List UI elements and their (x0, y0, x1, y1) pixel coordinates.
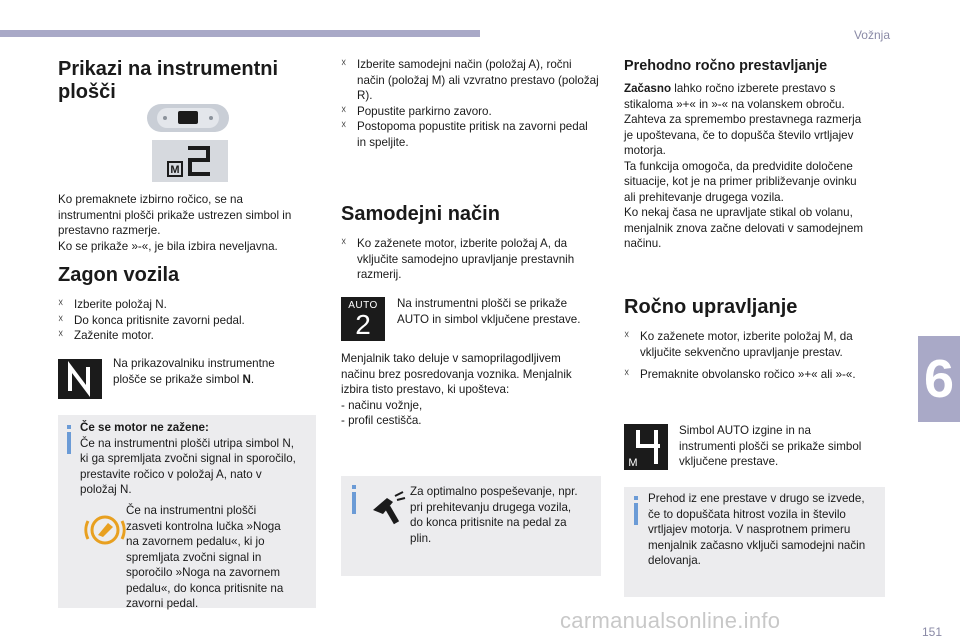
bullet-icon: ☓ (58, 298, 64, 309)
tip-line: Za optimalno pospeševanje, npr. (410, 485, 578, 498)
note-title: Če se motor ne zažene: (80, 421, 209, 434)
intro-line: Ko premaknete izbirno ročico, se na (58, 193, 243, 206)
note2-line: sporočilo »Noga na zavornem (126, 566, 281, 580)
transient-line: Zahteva za spremembo prestavnega razmerja (624, 113, 862, 127)
section-title-transient: Prehodno ročno prestavljanje (624, 58, 828, 74)
transient-line: stikaloma »+« in »-« na volanskem obroču. (624, 97, 845, 111)
note2-line: na zavornem pedalu«, ki jo (126, 535, 265, 549)
header-bar (0, 30, 480, 37)
gear-display-m2-graphic (152, 140, 228, 182)
middle-top-steps (341, 57, 599, 150)
auto-gear: 2 (355, 309, 371, 340)
note-text (648, 491, 882, 569)
transient-line: Ko nekaj časa ne upravljate stikal ob volanu, (624, 206, 853, 220)
note-text (80, 420, 312, 498)
list-item (341, 119, 599, 150)
manual-text-line: Simbol AUTO izgine in na (679, 424, 811, 437)
chapter-title: Vožnja (853, 28, 890, 42)
intro-line: Ko se prikaže »-«, je bila izbira neveljavna. (58, 239, 278, 253)
note-gear-change (624, 487, 885, 597)
note2-line: spremljata zvočni signal in (126, 550, 262, 564)
tip-line: do konca pritisnite na pedal za (410, 516, 567, 530)
bullet-icon: ☓ (58, 313, 64, 325)
transient-line: menjalnik znova začne delovati v samodejnem (624, 221, 864, 235)
transient-line: načinu. (624, 237, 662, 251)
behaviour-line: izbira tisto prestavo, ki upošteva: (341, 383, 510, 397)
section-title-start: Zagon vozila (58, 264, 180, 286)
tip-line: plin. (410, 531, 432, 545)
auto-title-wrap (341, 203, 500, 226)
n-symbol: N (242, 372, 251, 386)
transient-title-wrap (624, 57, 827, 76)
step-text: Izberite samodejni način (položaj A), ročni način (položaj M) ali vzvratno prestavo (položaj R). (357, 58, 599, 103)
gear-display-m4-graphic (624, 424, 668, 470)
n-display-text: Na prikazovalniku instrumentne plošče se prikaže simbol N. (113, 356, 313, 387)
bullet-icon: ☓ (58, 329, 64, 341)
list-item (624, 329, 886, 360)
list-item (341, 104, 599, 120)
step-text: Popustite parkirno zavoro. (357, 104, 492, 118)
tip-text (410, 484, 596, 546)
note2-line: zasveti kontrolna lučka »Noga (126, 519, 281, 533)
bullet-icon: ☓ (341, 120, 347, 132)
list-item (58, 313, 316, 329)
n-text-line: plošče se prikaže simbol (113, 372, 243, 386)
tip-kickdown (341, 476, 601, 576)
intro-text (58, 192, 316, 254)
note-line: delovanja. (648, 554, 701, 568)
step-text: Ko zaženete motor, izberite položaj A, da vključite samodejno upravljanje prestavnih razmerij. (357, 237, 575, 282)
note2-line: Če na instrumentni plošči (126, 504, 257, 517)
transient-line: motorja. (624, 144, 666, 158)
info-icon (67, 432, 71, 454)
transient-lead: Začasno (624, 82, 672, 95)
intro-line: prestavno razmerje. (58, 224, 161, 238)
watermark: carmanualsonline.info (560, 608, 781, 633)
note2-line: pedalu«, do konca pritisnite na (126, 581, 284, 595)
intro-line: instrumentni plošči prikaže ustrezen simbol in (58, 208, 292, 222)
gear-selector-icon (145, 100, 231, 136)
transient-text (624, 81, 886, 252)
transient-line: lahko ročno izberete prestavo s (671, 82, 836, 95)
auto-label: AUTO (348, 300, 378, 311)
start-steps (58, 297, 316, 344)
list-item (341, 57, 599, 104)
transient-line: ali prehitevanje drugega vozila. (624, 190, 784, 204)
note-line: vrtljajev motorja. V nasprotnem primeru (648, 523, 851, 537)
bullet-icon: ☓ (624, 368, 630, 380)
section-title-manual: Ročno upravljanje (624, 296, 798, 318)
bullet-icon: ☓ (341, 58, 347, 69)
svg-text:M: M (170, 164, 180, 176)
section-title-auto: Samodejni način (341, 203, 500, 225)
manual-display-text (679, 423, 889, 470)
behaviour-text (341, 351, 599, 429)
transient-line: Ta funkcija omogoča, da predvidite določene (624, 159, 853, 173)
bullet-icon: ☓ (341, 104, 347, 116)
left-title (58, 58, 298, 104)
step-text: Zaženite motor. (74, 329, 154, 343)
behaviour-item: - načinu vožnje, (341, 398, 423, 412)
note-engine-not-starting (58, 415, 316, 611)
behaviour-item: - profil cestišča. (341, 414, 422, 428)
gear-display-auto (341, 297, 385, 341)
n-text-line: Na prikazovalniku instrumentne (113, 357, 275, 370)
transient-line: je upoštevana, če to dopušča število vrtljajev (624, 128, 854, 142)
tip-line: pri prehitevanju drugega vozila, (410, 500, 572, 514)
behaviour-line: načinu brez posredovanja voznika. Menjalnik (341, 367, 572, 381)
foot-on-pedal-warning-icon (84, 513, 126, 547)
note2-line: zavorni pedal. (126, 597, 199, 611)
start-title-wrap (58, 264, 179, 287)
behaviour-line: Menjalnik tako deluje v samoprilagodljivem (341, 352, 561, 365)
manual-title-wrap (624, 296, 797, 319)
step-text: Do konca pritisnite zavorni pedal. (74, 313, 245, 327)
note-line: menjalnik začasno vključi samodejni način (648, 538, 866, 552)
step-text: Premaknite obvolansko ročico »+« ali »-«. (640, 368, 856, 382)
note-line: prestavite ročico v položaj A, nato v (80, 467, 262, 481)
note-line: položaj N. (80, 483, 132, 497)
note-line: Če na instrumentni plošči utripa simbol N, (80, 436, 294, 450)
bullet-icon: ☓ (624, 330, 630, 341)
manual-text-line: vključene prestave. (679, 455, 779, 469)
gear-display-n (58, 359, 102, 399)
info-icon (352, 492, 356, 514)
page-number: 151 (921, 625, 942, 639)
gear-display-m2 (152, 140, 228, 182)
chapter-tab: 6 (918, 336, 960, 422)
list-item (341, 236, 599, 283)
transient-line: situacije, kot je na primer približevanje ovinku (624, 175, 857, 189)
auto-display-text: Na instrumentni plošči se prikaže AUTO in simbol vključene prestave. (397, 297, 581, 326)
manual-text-line: instrumenti plošči se prikaže simbol (679, 439, 862, 453)
manual-steps (624, 329, 886, 383)
step-text: Postopoma popustite pritisk na zavorni pedal in speljite. (357, 120, 588, 149)
kickdown-pedal-icon (369, 490, 407, 528)
section-title-displays: Prikazi na instrumentni plošči (58, 58, 279, 103)
note2-text (126, 503, 312, 612)
gear-display-n-graphic (58, 359, 102, 399)
list-item (58, 297, 316, 313)
list-item (624, 367, 886, 383)
note-line: ki ga spremljata zvočni signal in sporočilo, (80, 452, 296, 466)
bullet-icon: ☓ (341, 237, 347, 248)
auto-step (341, 236, 599, 283)
note-line: Prehod iz ene prestave v drugo se izvede, (648, 492, 865, 505)
note-line: če to dopuščata hitrost vozila in število (648, 507, 846, 521)
step-text: Izberite položaj N. (74, 298, 167, 311)
list-item (58, 328, 316, 344)
svg-text:M: M (628, 457, 638, 469)
gear-display-m4 (624, 424, 668, 470)
step-text: Ko zaženete motor, izberite položaj M, da vključite sekvenčno upravljanje prestav. (640, 330, 853, 359)
info-icon (634, 503, 638, 525)
